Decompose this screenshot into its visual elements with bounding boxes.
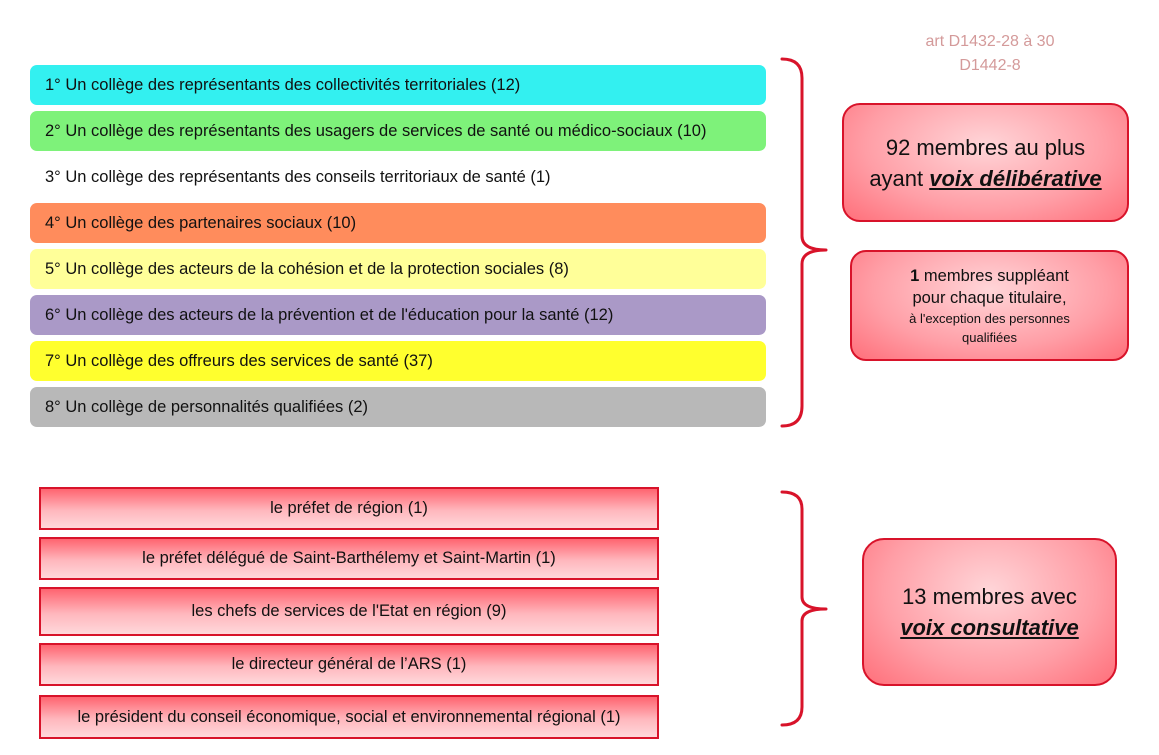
college-3: 3° Un collège des représentants des conseils territoriaux de santé (1) — [30, 157, 766, 197]
deliberative-emphasis: voix délibérative — [929, 165, 1102, 191]
consultative-member-5: le président du conseil économique, social et environnemental régional (1) — [39, 695, 659, 739]
substitute-line-4: qualifiées — [962, 329, 1017, 345]
college-8: 8° Un collège de personnalités qualifiées (2) — [30, 387, 766, 427]
consultative-member-1: le préfet de région (1) — [39, 487, 659, 530]
reference-line-2: D1442-8 — [959, 57, 1021, 74]
substitute-line-1 — [910, 265, 1069, 287]
substitute-line-3: à l'exception des personnes — [909, 310, 1070, 326]
substitute-line-2: pour chaque titulaire, — [912, 288, 1067, 307]
deliberative-line-1: 92 membres au plus — [885, 134, 1086, 160]
college-6: 6° Un collège des acteurs de la prévention et de l'éducation pour la santé (12) — [30, 295, 766, 335]
consultative-member-2: le préfet délégué de Saint-Barthélemy et Saint-Martin (1) — [39, 537, 659, 580]
college-4: 4° Un collège des partenaires sociaux (10) — [30, 203, 766, 243]
consultative-member-3: les chefs de services de l'Etat en région (9) — [39, 587, 659, 636]
consultative-brace — [780, 489, 830, 731]
deliberative-line-2 — [869, 163, 1101, 194]
college-5: 5° Un collège des acteurs de la cohésion et de la protection sociales (8) — [30, 249, 766, 289]
college-1: 1° Un collège des représentants des collectivités territoriales (12) — [30, 65, 766, 105]
deliberative-summary — [842, 103, 1129, 222]
substitute-line-1-rest: membres suppléant — [919, 266, 1069, 285]
substitute-count: 1 — [910, 266, 920, 285]
consultative-summary — [862, 538, 1117, 686]
reference-line-1: art D1432-28 à 30 — [925, 33, 1055, 50]
college-7: 7° Un collège des offreurs des services de santé (37) — [30, 341, 766, 381]
college-2: 2° Un collège des représentants des usagers de services de santé ou médico-sociaux (10) — [30, 111, 766, 151]
consultative-member-4: le directeur général de l’ARS (1) — [39, 643, 659, 686]
consultative-line-1: 13 membres avec — [902, 584, 1077, 609]
colleges-brace — [780, 56, 830, 431]
deliberative-prefix: ayant — [869, 165, 930, 191]
consultative-emphasis: voix consultative — [900, 615, 1079, 640]
article-reference — [880, 30, 1100, 78]
substitute-summary — [850, 250, 1129, 361]
